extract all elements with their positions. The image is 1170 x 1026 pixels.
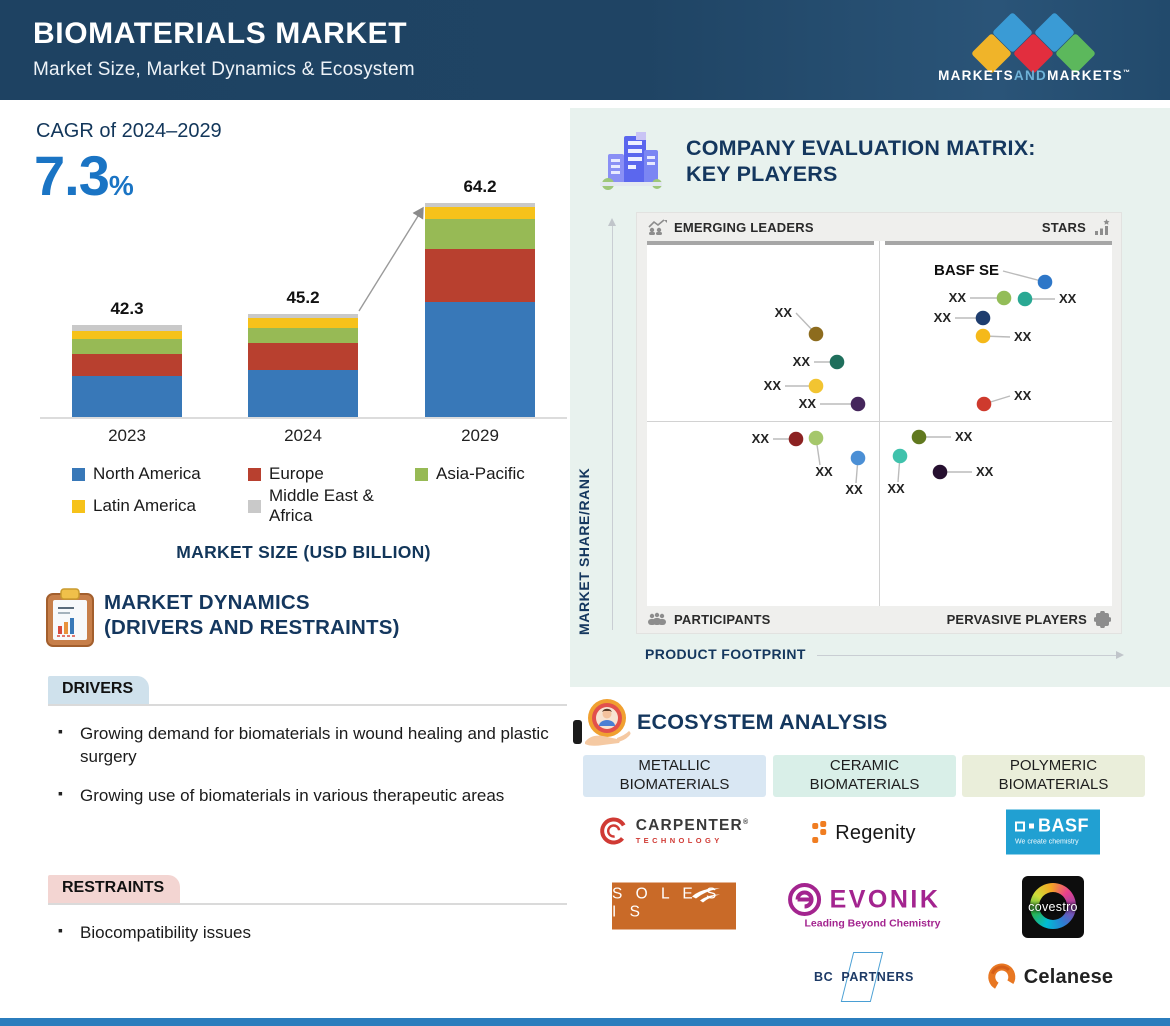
legend-label: Europe xyxy=(269,464,324,483)
celanese-swirl-icon xyxy=(987,962,1017,992)
matrix-point xyxy=(1038,275,1053,290)
stars-icon xyxy=(1093,219,1111,236)
chart-axis-title: MARKET SIZE (USD BILLION) xyxy=(176,542,431,562)
matrix-top-strip xyxy=(637,213,1121,241)
quadrant-label-emerging-leaders: EMERGING LEADERS xyxy=(674,219,814,235)
basf-tagline: We create chemistry xyxy=(1015,838,1079,846)
solesis-box xyxy=(612,883,736,930)
bar-total-label: 45.2 xyxy=(286,288,320,307)
quadrant-label-pervasive-players: PERVASIVE PLAYERS xyxy=(946,612,1087,627)
legend-label: Middle East & Africa xyxy=(269,486,374,525)
ecosystem-title: ECOSYSTEM ANALYSIS xyxy=(637,710,888,734)
matrix-scatter-svg xyxy=(647,241,1112,606)
bar-segment-north-america xyxy=(72,376,182,417)
legend-item xyxy=(72,494,248,518)
logo-solesis xyxy=(612,883,736,930)
logo-celanese xyxy=(987,962,1113,992)
legend-swatch-icon xyxy=(248,468,261,481)
legend-item xyxy=(248,462,415,486)
matrix-point xyxy=(851,397,866,412)
category-metallic-line2: BIOMATERIALS xyxy=(619,776,730,793)
driver-item: ▪ Growing demand for biomaterials in wound healing and plastic surgery xyxy=(54,722,549,768)
y-axis-arrow xyxy=(612,225,613,630)
bar-segment-latin-america xyxy=(72,331,182,339)
matrix-point-label: XX xyxy=(845,482,863,497)
legend-swatch-icon xyxy=(72,468,85,481)
drivers-tab: DRIVERS xyxy=(48,676,149,704)
matrix-point-label: XX xyxy=(763,378,781,393)
category-polymeric-line2: BIOMATERIALS xyxy=(998,776,1109,793)
legend-label: Latin America xyxy=(93,496,196,515)
stacked-bar-2024 xyxy=(248,314,358,417)
restraints-list xyxy=(54,921,549,960)
bar-segment-europe xyxy=(72,354,182,376)
celanese-name: Celanese xyxy=(1023,965,1114,988)
x-axis-line xyxy=(40,417,567,419)
market-dynamics-title-line2: (DRIVERS AND RESTRAINTS) xyxy=(104,616,400,639)
bar-segment-north-america xyxy=(425,302,535,417)
matrix-point xyxy=(912,430,927,445)
logo-evonik xyxy=(788,883,941,930)
solesis-name: S O L E S I S xyxy=(612,885,721,921)
matrix-point xyxy=(809,431,824,446)
matrix-title-line2: KEY PLAYERS xyxy=(686,161,838,186)
driver-item: ▪ Growing use of biomaterials in various therapeutic areas xyxy=(54,784,549,807)
matrix-point-label: XX xyxy=(751,431,769,446)
matrix-point xyxy=(977,397,992,412)
bc-partners-name: BC PARTNERS xyxy=(814,970,914,984)
puzzle-icon xyxy=(1094,611,1111,628)
matrix-point xyxy=(893,449,908,464)
logo-carpenter xyxy=(599,816,750,846)
bar-total-label: 64.2 xyxy=(463,177,497,196)
basf-name: BASF xyxy=(1038,815,1089,836)
restraint-item: ▪ Biocompatibility issues xyxy=(54,921,549,944)
bar-category-label: 2029 xyxy=(461,426,499,445)
category-polymeric-line1: POLYMERIC xyxy=(1009,757,1098,775)
matrix-bottom-strip xyxy=(637,606,1121,633)
matrix-point xyxy=(809,327,824,342)
matrix-point-label: XX xyxy=(1014,329,1032,344)
matrix-point-label: XX xyxy=(792,354,810,369)
drivers-divider xyxy=(48,704,567,706)
bar-segment-asia-pacific xyxy=(248,328,358,343)
bar-segment-europe xyxy=(248,343,358,370)
matrix-point xyxy=(789,432,804,447)
bar-segment-north-america xyxy=(248,370,358,416)
drivers-list xyxy=(54,722,549,823)
matrix-point xyxy=(933,465,948,480)
bar-segment-asia-pacific xyxy=(425,219,535,249)
matrix-title-line1: COMPANY EVALUATION MATRIX: xyxy=(686,136,1036,160)
logo-bc-partners xyxy=(799,951,929,1003)
carpenter-sub: TECHNOLOGY xyxy=(635,835,723,845)
evonik-e-icon xyxy=(788,883,822,917)
legend-swatch-icon xyxy=(248,500,261,513)
stacked-bar-2023 xyxy=(72,325,182,417)
stacked-bar-2029 xyxy=(425,203,535,417)
marketsandmarkets-logo xyxy=(926,6,1142,96)
y-axis-label: MARKET SHARE/RANK xyxy=(576,467,592,635)
chart-legend xyxy=(72,462,552,525)
regenity-name: Regenity xyxy=(835,821,916,844)
market-dynamics-title-line1: MARKET DYNAMICS xyxy=(104,591,310,614)
buildings-icon xyxy=(600,132,662,192)
bar-total-label: 42.3 xyxy=(110,299,144,318)
bar-segment-europe xyxy=(425,249,535,302)
clipboard-chart-icon xyxy=(44,588,98,650)
carpenter-ring-icon xyxy=(599,816,629,846)
matrix-point-label: XX xyxy=(887,481,905,496)
legend-label: North America xyxy=(93,464,201,483)
company-evaluation-panel xyxy=(570,108,1170,687)
matrix-point-label: XX xyxy=(933,310,951,325)
legend-item xyxy=(415,462,552,486)
matrix-point-label: XX xyxy=(798,396,816,411)
x-axis-label: PRODUCT FOOTPRINT xyxy=(645,646,806,662)
bar-category-label: 2024 xyxy=(284,426,322,445)
bar-category-label: 2023 xyxy=(108,426,146,445)
covestro-name: covestro xyxy=(1028,900,1078,914)
matrix-point-label: XX xyxy=(815,464,833,479)
bar-segment-latin-america xyxy=(248,318,358,328)
market-size-bar-chart xyxy=(40,177,567,445)
market-dynamics-title xyxy=(104,590,400,640)
brand-wordmark: MARKETSANDMARKETS™ xyxy=(938,68,1130,83)
category-tab-ceramic xyxy=(773,755,956,797)
matrix-plot-area xyxy=(647,241,1112,606)
logo-covestro xyxy=(1022,876,1084,938)
matrix-point xyxy=(851,451,866,466)
logo-basf xyxy=(1006,810,1100,855)
legend-item xyxy=(248,486,415,525)
company-evaluation-matrix xyxy=(637,213,1121,633)
header xyxy=(0,0,1170,100)
matrix-point-label: BASF SE xyxy=(933,262,999,279)
emerging-leaders-icon xyxy=(647,219,667,235)
bar-segment-latin-america xyxy=(425,207,535,219)
logo-regenity xyxy=(812,821,916,845)
legend-swatch-icon xyxy=(415,468,428,481)
category-metallic-line1: METALLIC xyxy=(638,757,711,775)
restraints-tab: RESTRAINTS xyxy=(48,875,180,903)
matrix-point xyxy=(809,379,824,394)
category-tab-polymeric xyxy=(962,755,1145,797)
cagr-label: CAGR of 2024–2029 xyxy=(36,120,222,142)
covestro-box xyxy=(1022,876,1084,938)
category-ceramic-line2: BIOMATERIALS xyxy=(809,776,920,793)
solesis-swoosh-icon xyxy=(688,888,722,904)
x-axis-arrow xyxy=(817,655,1117,656)
legend-item xyxy=(72,462,248,486)
ecosystem-hand-person-icon xyxy=(573,696,635,756)
page-subtitle: Market Size, Market Dynamics & Ecosystem xyxy=(33,59,415,80)
basf-square-filled-icon xyxy=(1029,824,1034,829)
evonik-tagline: Leading Beyond Chemistry xyxy=(804,917,941,930)
category-tab-metallic xyxy=(583,755,766,797)
regenity-dots-icon xyxy=(812,821,828,845)
matrix-point-label: XX xyxy=(976,464,994,479)
matrix-point-label: XX xyxy=(955,429,973,444)
matrix-point xyxy=(830,355,845,370)
basf-square-outline-icon xyxy=(1015,821,1025,831)
matrix-point xyxy=(976,329,991,344)
matrix-point-label: XX xyxy=(1014,388,1032,403)
category-ceramic-line1: CERAMIC xyxy=(829,757,900,775)
carpenter-name: CARPENTER® xyxy=(635,817,750,834)
quadrant-label-participants: PARTICIPANTS xyxy=(674,612,771,627)
page-title: BIOMATERIALS MARKET xyxy=(33,17,408,50)
cagr-percent-sign: % xyxy=(108,170,134,201)
restraints-divider xyxy=(48,903,567,905)
bar-segment-asia-pacific xyxy=(72,339,182,354)
matrix-point xyxy=(997,291,1012,306)
matrix-point xyxy=(1018,292,1033,307)
evonik-name: EVONIK xyxy=(829,885,941,913)
basf-box xyxy=(1006,810,1100,855)
matrix-point-label: XX xyxy=(774,305,792,320)
participants-icon xyxy=(647,612,667,627)
quadrant-label-stars: STARS xyxy=(1041,219,1086,235)
matrix-point-label: XX xyxy=(1059,291,1077,306)
legend-label: Asia-Pacific xyxy=(436,464,525,483)
matrix-point-label: XX xyxy=(948,290,966,305)
footer-accent-bar xyxy=(0,1018,1170,1026)
matrix-section-title xyxy=(686,136,1036,188)
legend-swatch-icon xyxy=(72,500,85,513)
matrix-point xyxy=(976,311,991,326)
cagr-number: 7.3 xyxy=(34,144,109,207)
